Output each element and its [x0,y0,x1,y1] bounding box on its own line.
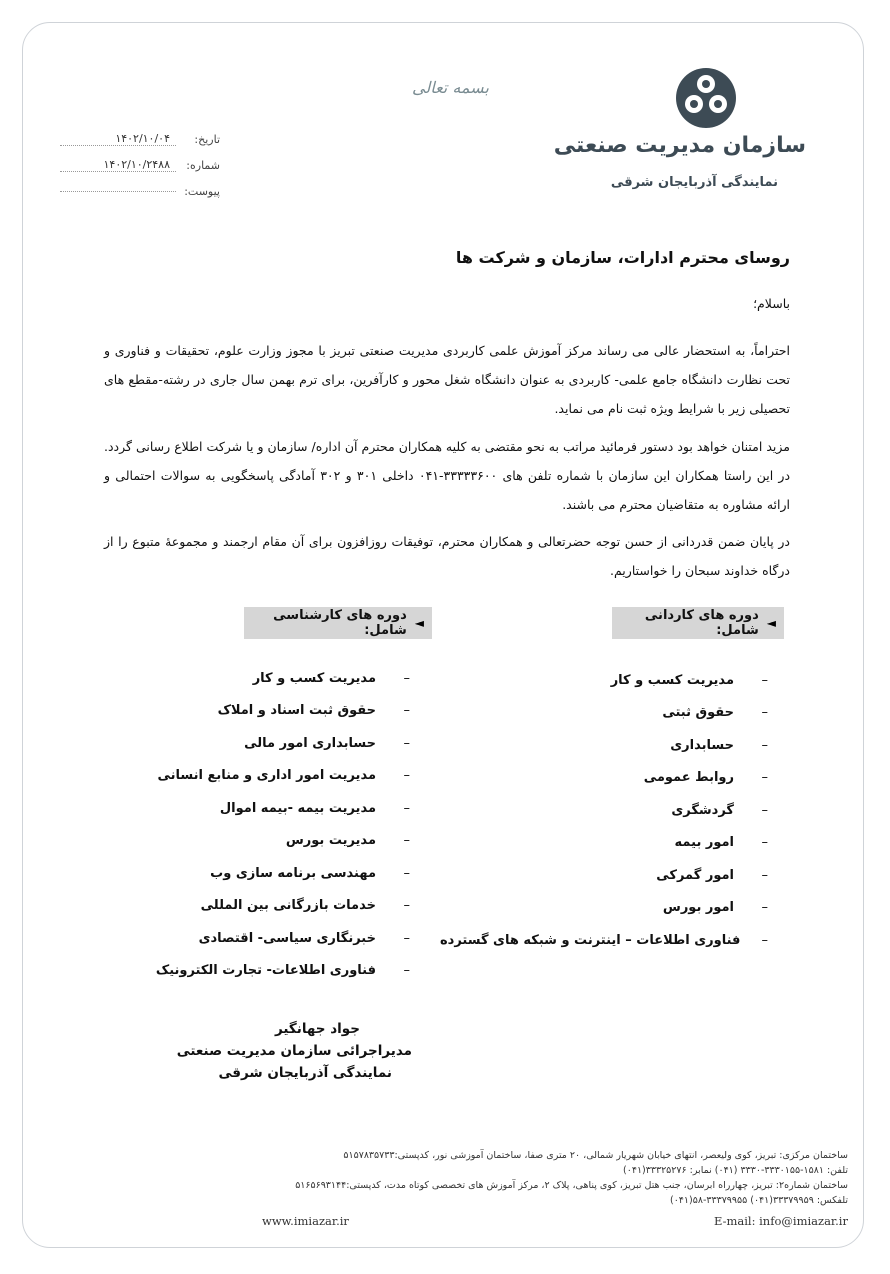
course-name: مهندسی برنامه سازی وب [210,865,376,881]
course-name: حقوق ثبت اسناد و املاک [217,703,376,719]
karshenasi-heading [244,607,432,639]
paragraph-3: در پایان ضمن قدردانی از حسن توجه حضرتعالی و همکاران محترم، توفیقات روزافزون برای آن مقام ارجمند و مجموعهٔ متبوع را از درگاه خداوند سبحان را خواستاریم. [104,534,790,578]
list-item [120,857,410,890]
list-dash: – [761,932,768,948]
org-name: سازمان مدیریت صنعتی [553,133,806,158]
course-name: امور گمرکی [656,867,734,883]
list-item [120,760,410,793]
signature-block [120,1018,412,1084]
list-item [440,924,768,957]
footer [262,1148,848,1229]
list-dash: – [403,898,410,914]
date-row [60,126,220,152]
list-item [120,922,410,955]
arrow-left-icon: ◄ [766,616,776,630]
footer-address-1: ساختمان مرکزی: تبریز، کوی ولیعصر، انتهای خیابان شهریار شمالی، ۲۰ متری صفا، ساختمان آموزشی نور، کدپستی:۵۱۵۷۸۳۵۷۳۳ [343,1150,848,1161]
list-dash: – [761,900,768,916]
course-name: روابط عمومی [643,770,734,786]
course-name: حقوق ثبتی [662,705,734,721]
footer-website: www.imiazar.ir [262,1214,349,1228]
list-item [120,825,410,858]
list-item [440,827,768,860]
number-row [60,152,220,178]
list-dash: – [761,802,768,818]
list-dash: – [761,770,768,786]
paragraph-1: احتراماً، به استحضار عالی می رساند مرکز آموزش علمی کاربردی مدیریت صنعتی تبریز با مجوز وزارت علوم، تحقیقات و فناوری و تحت نظارت دانشگاه جامع علمی- کاربردی به عنوان دانشگاه شغل محور و کارآفرین، برای ترم بهمن سال جاری در رشته-مقطع های تحصیلی زیر با شرایط ویژه ثبت نام می نماید. [104,343,790,416]
list-dash: – [403,930,410,946]
course-name: امور بیمه [674,835,734,851]
list-item [120,792,410,825]
list-dash: – [761,835,768,851]
list-dash: – [403,768,410,784]
course-name: حسابداری امور مالی [244,735,376,751]
list-dash: – [403,735,410,751]
list-dash: – [403,865,410,881]
footer-contact [262,1214,848,1229]
course-name: مدیریت بیمه -بیمه اموال [219,800,376,816]
kardani-list [440,664,768,957]
list-dash: – [403,963,410,979]
attachment-row [60,178,220,204]
list-item [440,697,768,730]
course-name: مدیریت کسب و کار [252,670,376,686]
signer-title: مدیراجرائی سازمان مدیریت صنعتی [176,1043,412,1059]
list-item [120,955,410,988]
paragraph-2: مزید امتنان خواهد بود دستور فرمائید مراتب به نحو مقتضی به کلیه همکاران محترم آن اداره/ سازمان و یا شرکت اطلاع رسانی گردد. در این راستا همکاران این سازمان با شماره تلفن های ۳۳۳۳۳۶۰۰-۰۴۱ داخلی ۳۰۱ و ۳۰۲ آمادگی پاسخگویی به سوالات احتمالی و ارائه مشاوره به متقاضیان محترم می باشند. [104,439,791,512]
course-name: مدیریت بورس [285,833,376,849]
list-item [440,859,768,892]
list-dash: – [761,705,768,721]
salutation: باسلام؛ [753,296,790,311]
org-branch: نمایندگی آذربایجان شرقی [610,175,778,190]
footer-email: E-mail: info@imiazar.ir [713,1214,848,1228]
list-item [120,695,410,728]
list-dash: – [403,833,410,849]
karshenasi-list [120,662,410,987]
signer-name: جواد جهانگیر [275,1021,360,1037]
addressee: روسای محترم ادارات، سازمان و شرکت ها [455,248,790,267]
course-name: فناوری اطلاعات- تجارت الکترونیک [155,963,376,979]
kardani-heading-label: دوره های کاردانی شامل: [644,608,759,638]
attachment-label: پیوست: [184,184,220,198]
course-name: حسابداری [670,737,734,753]
letter-meta [60,126,220,204]
course-name: فناوری اطلاعات – اینترنت و شبکه های گسترده [440,932,741,948]
list-dash: – [403,703,410,719]
list-item [440,664,768,697]
list-dash: – [403,670,410,686]
list-item [440,794,768,827]
list-item [120,890,410,923]
org-logo-icon [674,66,738,130]
list-item [440,762,768,795]
list-dash: – [761,672,768,688]
arrow-left-icon: ◄ [414,616,424,630]
kardani-heading [612,607,784,639]
list-dash: – [761,737,768,753]
list-item [440,892,768,925]
list-dash: – [761,867,768,883]
list-item [120,662,410,695]
list-item [440,729,768,762]
date-label: تاریخ: [194,132,220,146]
list-item [120,727,410,760]
course-name: امور بورس [662,900,734,916]
date-value: ۱۴۰۲/۱۰/۰۴ [60,132,176,146]
list-dash: – [403,800,410,816]
course-name: خبرنگاری سیاسی- اقتصادی [198,930,376,946]
course-name: مدیریت کسب و کار [610,672,734,688]
basmala: بسمه تعالی [412,78,489,97]
footer-phones-1: تلفن: ۱۵۸۱-۳۳۳۰۱۵۵-۳۳۳۰ (۰۴۱) نمابر: ۳۳۳۲۵۲۷۶(۰۴۱) [623,1165,848,1176]
footer-address-2: ساختمان شماره۲: تبریز، چهارراه ابرسان، جنب هتل تبریز، کوی پناهی، پلاک ۲، مرکز آموزش های تخصصی کوتاه مدت، کدپستی:۵۱۶۵۶۹۳۱۴۴ [295,1180,848,1191]
karshenasi-heading-label: دوره های کارشناسی شامل: [273,608,407,638]
number-value: ۱۴۰۲/۱۰/۲۴۸۸ [60,158,176,172]
course-name: خدمات بازرگانی بین المللی [200,898,376,914]
attachment-value [60,191,176,192]
course-name: گردشگری [671,802,734,818]
signer-branch: نمایندگی آذربایجان شرقی [218,1065,392,1081]
footer-phones-2: تلفکس: ۳۳۳۷۹۹۵۹(۰۴۱) ۳۳۳۷۹۹۵۵-۵۸(۰۴۱) [669,1195,848,1206]
number-label: شماره: [186,158,220,172]
course-name: مدیریت امور اداری و منابع انسانی [157,768,376,784]
